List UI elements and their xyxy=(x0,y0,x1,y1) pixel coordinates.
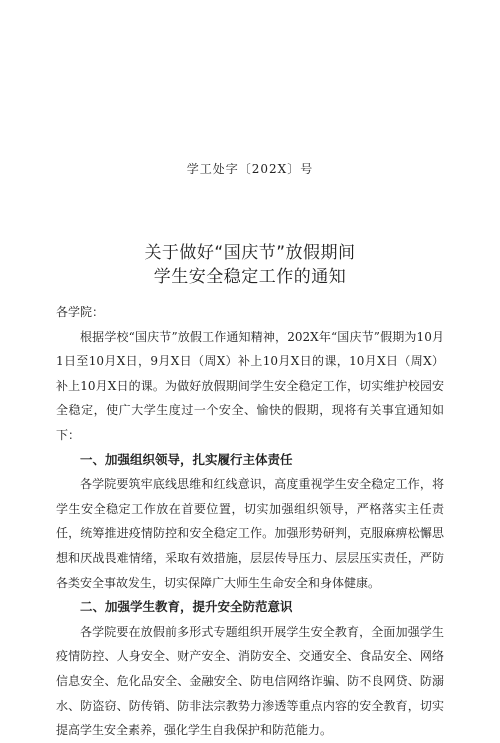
section-heading-1: 一、加强组织领导，扎实履行主体责任 xyxy=(80,451,293,467)
document-number: 学工处字〔202X〕号 xyxy=(186,162,314,176)
salutation: 各学院： xyxy=(56,305,105,319)
document-body xyxy=(56,300,444,743)
intro-paragraph: 根据学校“国庆节”放假工作通知精神，202X年“国庆节”假期为10月1日至10月X日，9月X日（周X）补上10月X日的课，10月X日（周X）补上10月X日的课。为做好放假期间学生安全稳定工作，切实维护校园安全稳定，使广大学生度过一个安全、愉快的假期，现将有关事宜通知如下： xyxy=(56,329,444,442)
title-line-2: 学生安全稳定工作的通知 xyxy=(153,267,347,287)
section-paragraph-2: 各学院要在放假前多形式专题组织开展学生安全教育，全面加强学生疫情防控、人身安全、财产安全、消防安全、交通安全、食品安全、网络信息安全、危化品安全、金融安全、防电信网络诈骗、防不良网贷、防溺水、防盗窃、防传销、防非法宗教势力渗透等重点内容的安全教育，切实提高学生安全素养，强化学生自我保护和防范能力。 xyxy=(56,624,444,738)
title-line-1: 关于做好“国庆节”放假期间 xyxy=(144,243,356,263)
section-paragraph-1: 各学院要筑牢底线思维和红线意识，高度重视学生安全稳定工作，将学生安全稳定工作放在首要位置，切实加强组织领导，严格落实主任责任，统筹推进疫情防控和安全稳定工作。加强形势研判，克服麻痹松懈思想和厌战畏难情绪，采取有效措施，层层传导压力、层层压实责任，严防各类安全事故发生，切实保障广大师生生命安全和身体健康。 xyxy=(56,477,444,590)
document-title xyxy=(0,241,500,289)
section-heading-2: 二、加强学生教育，提升安全防范意识 xyxy=(80,599,293,615)
